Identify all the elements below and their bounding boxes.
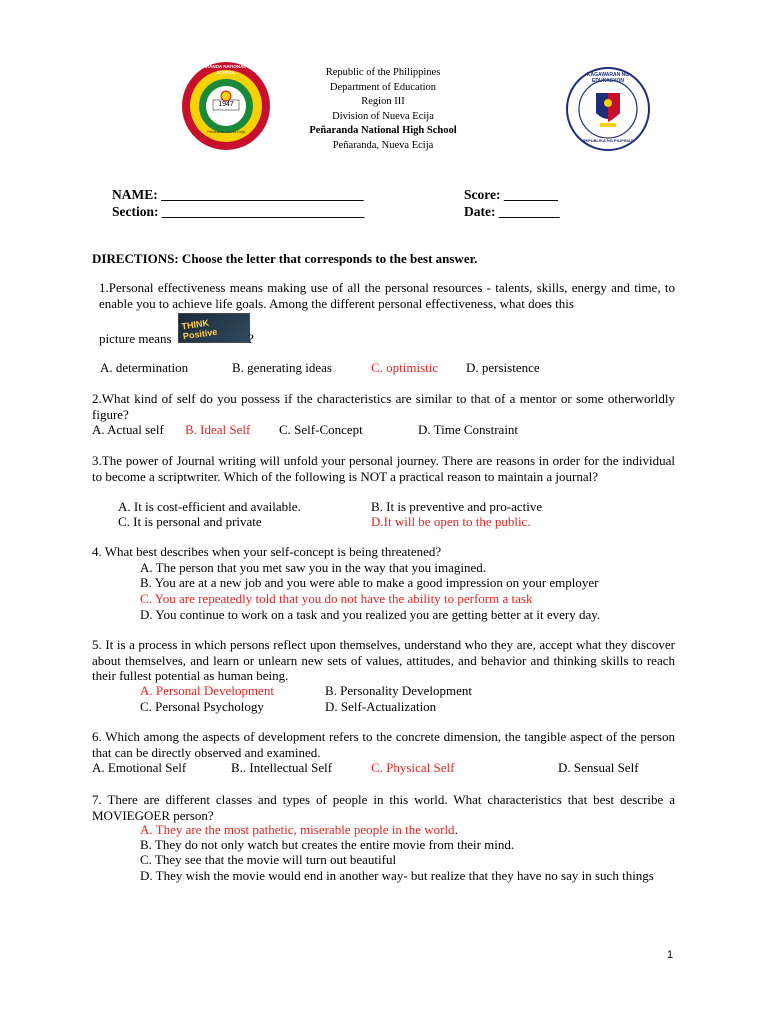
deped-seal (566, 67, 650, 151)
question-1-picture-suffix: ? (248, 331, 254, 346)
question-3-text: 3.The power of Journal writing will unfold your personal journey. There are reasons in order for the individual to become a scriptwriter. Which of the following is NOT a practical reason to maintain a journal? (92, 453, 675, 484)
question-2-option-c[interactable]: C. Self-Concept (279, 422, 363, 437)
question-7-option-d[interactable]: D. They wish the movie would end in another way- but realize that they have no say in such things (140, 868, 654, 883)
question-6-option-a[interactable]: A. Emotional Self (92, 760, 187, 775)
question-7-option-c[interactable]: C. They see that the movie will turn out beautiful (140, 852, 397, 867)
header-department: Department of Education (329, 82, 437, 93)
question-3-option-b[interactable]: B. It is preventive and pro-active (371, 499, 543, 514)
question-3-option-a[interactable]: A. It is cost-efficient and available. (118, 499, 301, 514)
school-logo-year: 1947 (218, 101, 234, 108)
question-5-text: 5. It is a process in which persons reflect upon themselves, understand who they are, accept what they discover about themselves, and learn or unlearn new sets of values, attitudes, and behavior and thinking skills to reach their fullest potential as human being. (92, 637, 675, 683)
question-1-option-d[interactable]: D. persistence (466, 360, 540, 375)
question-3-option-d[interactable]: D.It will be open to the public. (371, 514, 531, 529)
question-4-option-b[interactable]: B. You are at a new job and you were able to make a good impression on your employer (140, 575, 599, 590)
question-1-option-b[interactable]: B. generating ideas (232, 360, 332, 375)
question-5-option-c[interactable]: C. Personal Psychology (140, 699, 264, 714)
date-field[interactable]: Date: _________ (464, 204, 560, 219)
question-7-option-b[interactable]: B. They do not only watch but creates the entire movie from their mind. (140, 837, 515, 852)
deped-seal-ring-text: KAGAWARAN NG EDUKASYON (586, 72, 630, 84)
header-location: Peñaranda, Nueva Ecija (332, 140, 434, 151)
question-2-option-a[interactable]: A. Actual self (92, 422, 164, 437)
question-6-text: 6. Which among the aspects of development refers to the concrete dimension, the tangible aspect of the person that can be directly observed and examined. (92, 729, 675, 760)
think-positive-image-text: THINK Positive (180, 317, 218, 342)
school-logo-motto: Peñaranda, Nueva Ecija (207, 130, 245, 134)
question-7-option-a-text: A. They are the most pathetic, miserable people in the world (140, 822, 455, 837)
header-region: Region III (361, 96, 405, 107)
section-field[interactable]: Section: ______________________________ (112, 204, 365, 219)
score-field[interactable]: Score: ________ (464, 187, 558, 202)
directions: DIRECTIONS: Choose the letter that corresponds to the best answer. (92, 251, 478, 266)
question-5-option-b[interactable]: B. Personality Development (325, 683, 472, 698)
question-7-option-a[interactable] (140, 822, 458, 838)
question-4-text: 4. What best describes when your self-concept is being threatened? (92, 544, 442, 559)
school-logo-ring-text: PEÑARANDA NATIONAL HIGH SCHOOL (193, 64, 259, 75)
deped-seal-bottom-text: REPUBLIKA NG PILIPINAS (582, 138, 634, 143)
question-5-option-d[interactable]: D. Self-Actualization (325, 699, 437, 714)
question-4-option-a[interactable]: A. The person that you met saw you in the way that you imagined. (140, 560, 486, 575)
question-1-option-c[interactable]: C. optimistic (371, 360, 439, 375)
question-1-option-a[interactable]: A. determination (100, 360, 189, 375)
header-school-name: Peñaranda National High School (309, 125, 457, 136)
question-7-text: 7. There are different classes and types of people in this world. What characteristics that best describe a MOVIEGOER person? (92, 792, 675, 823)
header-division: Division of Nueva Ecija (332, 111, 434, 122)
question-4-option-d[interactable]: D. You continue to work on a task and you realized you are getting better at it every day. (140, 607, 601, 622)
question-2-option-b[interactable]: B. Ideal Self (185, 422, 251, 437)
question-3-option-c[interactable]: C. It is personal and private (118, 514, 262, 529)
think-positive-image (178, 313, 250, 343)
question-1-picture-line (99, 331, 172, 347)
name-field[interactable]: NAME: ______________________________ (112, 187, 364, 202)
question-6-option-d[interactable]: D. Sensual Self (558, 760, 639, 775)
header-republic: Republic of the Philippines (325, 67, 441, 78)
question-6-option-b[interactable]: B.. Intellectual Self (231, 760, 333, 775)
question-7-option-a-period: . (454, 822, 458, 837)
question-1-text: 1.Personal effectiveness means making use of all the personal resources - talents, skills, energy and time, to enable you to achieve life goals. Among the different personal effectiveness, what does this (99, 280, 675, 311)
question-6-option-c[interactable]: C. Physical Self (371, 760, 455, 775)
question-5-option-a[interactable]: A. Personal Development (140, 683, 274, 698)
page-number: 1 (667, 949, 674, 961)
question-1-picture-prefix: picture means (99, 331, 172, 346)
question-2-option-d[interactable]: D. Time Constraint (418, 422, 519, 437)
question-2-text: 2.What kind of self do you possess if the characteristics are similar to that of a mentor or some otherworldly figure? (92, 391, 675, 422)
question-4-option-c[interactable]: C. You are repeatedly told that you do not have the ability to perform a task (140, 591, 533, 606)
